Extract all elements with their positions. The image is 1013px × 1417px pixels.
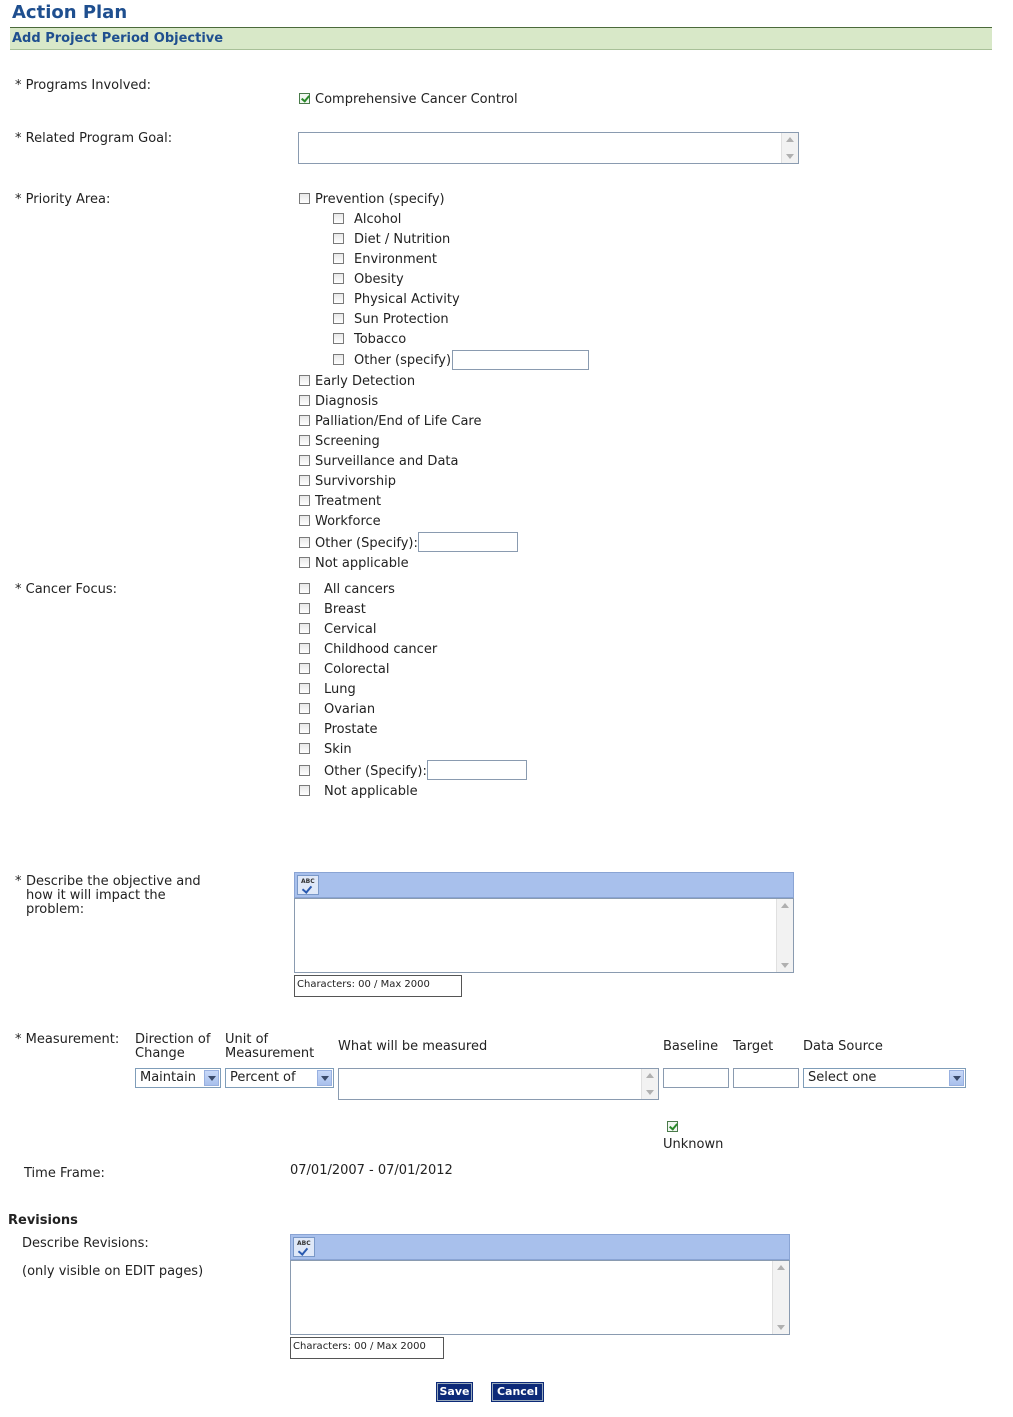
- cancer-label: Colorectal: [324, 662, 390, 677]
- unit-value: Percent of: [230, 1070, 296, 1085]
- objective-character-counter: Characters: 00 / Max 2000: [294, 975, 462, 997]
- cancer-checkbox-cervical[interactable]: [299, 623, 310, 634]
- prevention-other-input[interactable]: [452, 350, 589, 370]
- cancer-label: Cervical: [324, 622, 377, 637]
- col-baseline: Baseline: [663, 1039, 719, 1054]
- revisions-spellcheck-toolbar: [290, 1234, 790, 1260]
- priority-checkbox-surveillance[interactable]: [299, 455, 310, 466]
- scrollbar[interactable]: [776, 899, 793, 972]
- time-frame-value: 07/01/2007 - 07/01/2012: [290, 1163, 453, 1178]
- cancer-label: Other (Specify):: [324, 764, 427, 779]
- prevention-checkbox-sun-protection[interactable]: [333, 313, 344, 324]
- cancer-checkbox-colorectal[interactable]: [299, 663, 310, 674]
- cancer-label: Ovarian: [324, 702, 376, 717]
- revisions-textarea[interactable]: [290, 1260, 790, 1335]
- revisions-character-counter: Characters: 00 / Max 2000: [290, 1337, 444, 1359]
- baseline-input[interactable]: [663, 1068, 729, 1088]
- priority-checkbox-early-detection[interactable]: [299, 375, 310, 386]
- describe-revisions-label: Describe Revisions:: [22, 1236, 149, 1251]
- chevron-down-icon: [317, 1070, 332, 1086]
- prevention-label: Obesity: [354, 272, 404, 287]
- cancer-label: Not applicable: [324, 784, 418, 799]
- cancer-other-input[interactable]: [427, 760, 527, 780]
- cancer-checkbox-all[interactable]: [299, 583, 310, 594]
- related-program-goal-textarea[interactable]: [298, 132, 799, 164]
- target-input[interactable]: [733, 1068, 799, 1088]
- priority-checkbox-workforce[interactable]: [299, 515, 310, 526]
- prevention-label: Physical Activity: [354, 292, 460, 307]
- direction-of-change-select[interactable]: [135, 1068, 221, 1088]
- save-button[interactable]: Save: [437, 1383, 472, 1401]
- priority-checkbox-other[interactable]: [299, 537, 310, 548]
- page-title: Action Plan: [12, 2, 128, 23]
- time-frame-label: Time Frame:: [24, 1166, 105, 1181]
- measurement-label: * Measurement:: [15, 1032, 120, 1047]
- col-data-source: Data Source: [803, 1039, 883, 1054]
- priority-label: Survivorship: [315, 474, 397, 489]
- cancel-button[interactable]: Cancel: [492, 1383, 543, 1401]
- col-target: Target: [733, 1039, 774, 1054]
- prevention-checkbox-tobacco[interactable]: [333, 333, 344, 344]
- program-checkbox-comprehensive-cancer-control[interactable]: [299, 93, 310, 104]
- spellcheck-icon[interactable]: [293, 1237, 315, 1257]
- what-will-be-measured-textarea[interactable]: [338, 1068, 659, 1100]
- related-program-goal-label: * Related Program Goal:: [15, 131, 173, 146]
- unknown-label: Unknown: [663, 1137, 724, 1152]
- data-source-value: Select one: [808, 1070, 877, 1085]
- priority-label: Other (Specify):: [315, 536, 418, 551]
- revisions-heading: Revisions: [8, 1213, 78, 1228]
- unit-of-measurement-select[interactable]: [225, 1068, 334, 1088]
- cancer-checkbox-prostate[interactable]: [299, 723, 310, 734]
- scrollbar[interactable]: [772, 1261, 789, 1334]
- objective-required-mark: *: [15, 874, 22, 889]
- cancer-label: Lung: [324, 682, 356, 697]
- col-what-will-be-measured: What will be measured: [338, 1039, 488, 1054]
- priority-label: Diagnosis: [315, 394, 379, 409]
- cancer-label: All cancers: [324, 582, 395, 597]
- priority-checkbox-not-applicable[interactable]: [299, 557, 310, 568]
- priority-checkbox-prevention[interactable]: [299, 193, 310, 204]
- chevron-down-icon: [204, 1070, 219, 1086]
- cancer-checkbox-childhood[interactable]: [299, 643, 310, 654]
- prevention-checkbox-alcohol[interactable]: [333, 213, 344, 224]
- section-header-bar: [10, 27, 992, 50]
- priority-label: Workforce: [315, 514, 381, 529]
- prevention-checkbox-obesity[interactable]: [333, 273, 344, 284]
- col-direction-of-change: Direction of Change: [135, 1032, 211, 1061]
- objective-label: Describe the objective and how it will impact the problem:: [26, 874, 201, 917]
- priority-label: Early Detection: [315, 374, 416, 389]
- baseline-unknown-checkbox[interactable]: [667, 1121, 678, 1132]
- section-title: Add Project Period Objective: [12, 31, 224, 46]
- revisions-note: (only visible on EDIT pages): [22, 1264, 204, 1279]
- prevention-label: Alcohol: [354, 212, 402, 227]
- prevention-checkbox-other[interactable]: [333, 354, 344, 365]
- spellcheck-icon-text: ABC: [301, 878, 315, 885]
- spellcheck-icon-text: ABC: [297, 1240, 311, 1247]
- chevron-down-icon: [949, 1070, 964, 1086]
- spellcheck-icon[interactable]: [297, 875, 319, 895]
- priority-checkbox-palliation[interactable]: [299, 415, 310, 426]
- prevention-checkbox-environment[interactable]: [333, 253, 344, 264]
- priority-label: Surveillance and Data: [315, 454, 459, 469]
- priority-label: Screening: [315, 434, 380, 449]
- cancer-checkbox-breast[interactable]: [299, 603, 310, 614]
- priority-label: Treatment: [315, 494, 382, 509]
- cancer-label: Skin: [324, 742, 352, 757]
- priority-label-prevention: Prevention (specify): [315, 192, 445, 207]
- direction-value: Maintain: [140, 1070, 196, 1085]
- scrollbar[interactable]: [641, 1069, 658, 1099]
- cancer-checkbox-not-applicable[interactable]: [299, 785, 310, 796]
- objective-textarea[interactable]: [294, 898, 794, 973]
- priority-checkbox-survivorship[interactable]: [299, 475, 310, 486]
- cancer-checkbox-other[interactable]: [299, 765, 310, 776]
- prevention-label: Diet / Nutrition: [354, 232, 451, 247]
- prevention-label: Tobacco: [354, 332, 407, 347]
- col-unit-of-measurement: Unit of Measurement: [225, 1032, 315, 1061]
- scrollbar[interactable]: [781, 133, 798, 163]
- programs-involved-label: * Programs Involved:: [15, 78, 152, 93]
- priority-checkbox-treatment[interactable]: [299, 495, 310, 506]
- priority-label: Palliation/End of Life Care: [315, 414, 482, 429]
- prevention-checkbox-diet-nutrition[interactable]: [333, 233, 344, 244]
- program-option-label: Comprehensive Cancer Control: [315, 92, 518, 107]
- prevention-checkbox-physical-activity[interactable]: [333, 293, 344, 304]
- priority-other-input[interactable]: [418, 532, 518, 552]
- cancer-label: Breast: [324, 602, 366, 617]
- cancer-checkbox-skin[interactable]: [299, 743, 310, 754]
- objective-spellcheck-toolbar: [294, 872, 794, 898]
- priority-checkbox-screening[interactable]: [299, 435, 310, 446]
- cancer-checkbox-lung[interactable]: [299, 683, 310, 694]
- cancer-checkbox-ovarian[interactable]: [299, 703, 310, 714]
- priority-checkbox-diagnosis[interactable]: [299, 395, 310, 406]
- priority-area-label: * Priority Area:: [15, 192, 111, 207]
- cancer-focus-label: * Cancer Focus:: [15, 582, 118, 597]
- data-source-select[interactable]: [803, 1068, 966, 1088]
- prevention-label: Sun Protection: [354, 312, 449, 327]
- cancer-label: Childhood cancer: [324, 642, 438, 657]
- prevention-label: Environment: [354, 252, 438, 267]
- priority-label: Not applicable: [315, 556, 409, 571]
- prevention-label: Other (specify): [354, 353, 452, 368]
- cancer-label: Prostate: [324, 722, 378, 737]
